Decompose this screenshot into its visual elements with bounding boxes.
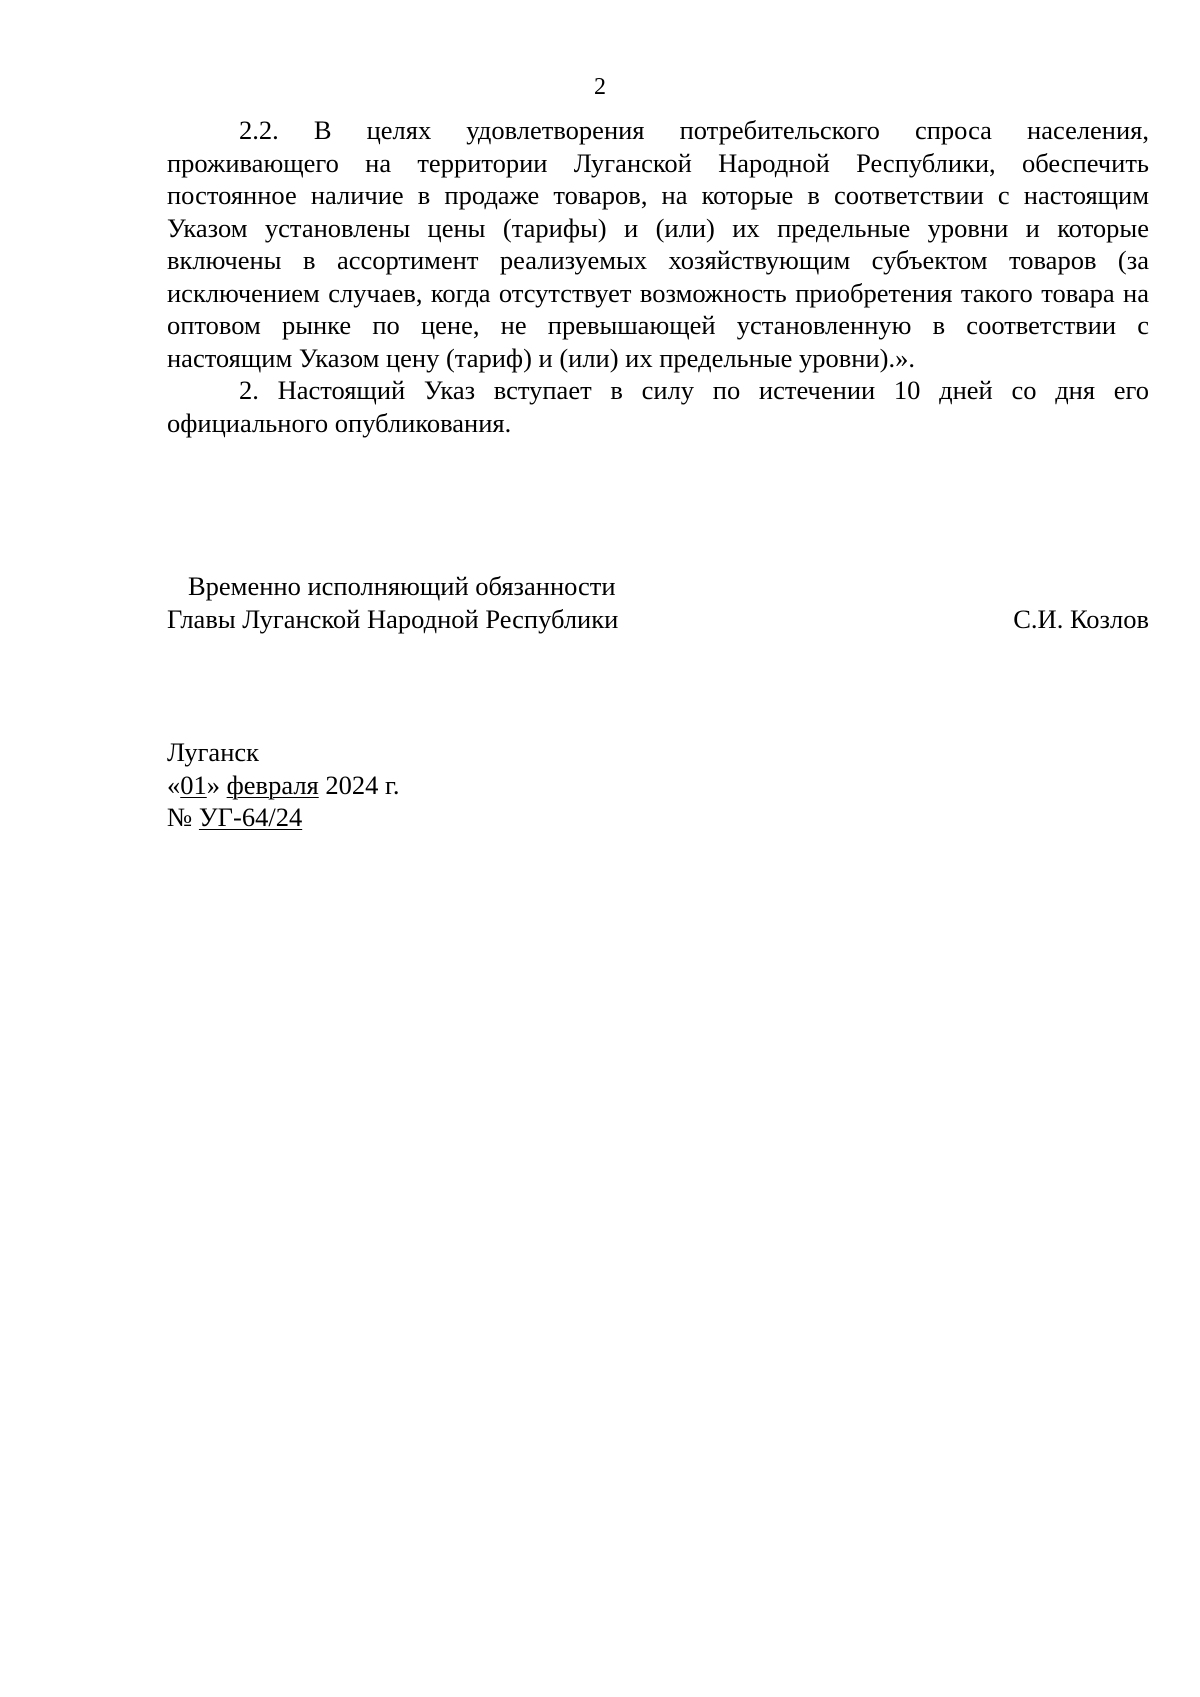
decree-number xyxy=(167,801,400,834)
signatory-position-line1: Временно исполняющий обязанности xyxy=(188,571,616,601)
decree-details xyxy=(167,736,400,834)
date-open-quote: « xyxy=(167,769,181,800)
paragraph-2: 2. Настоящий Указ вступает в силу по истечении 10 дней со дня его официального опубликования. xyxy=(167,375,1149,438)
date-close-quote: » xyxy=(206,769,220,800)
number-value: УГ-64/24 xyxy=(198,802,303,832)
decree-body xyxy=(167,114,1149,439)
date-day: 01 xyxy=(180,769,207,800)
signature-row xyxy=(167,603,1149,636)
city: Луганск xyxy=(167,737,260,767)
signatory-position-line2: Главы Луганской Народной Республики xyxy=(167,603,619,634)
page-number: 2 xyxy=(594,74,606,100)
signatory-name: С.И. Козлов xyxy=(1013,603,1149,634)
signature-block xyxy=(167,570,1149,635)
number-sign: № xyxy=(167,802,193,832)
paragraph-2-2: 2.2. В целях удовлетворения потребительского спроса населения, проживающего на территории Луганской Народной Республики, обеспечить постоянное наличие в продаже товаров, на которые в соответствии с настоящим Указом установлены цены (тарифы) и (или) их предельные уровни и которые включены в ассортимент реализуемых хозяйствующим субъектом товаров (за исключением случаев, когда отсутствует возможность приобретения такого товара на оптовом рынке по цене, не превышающей установленную в соответствии с настоящим Указом цену (тариф) и (или) их предельные уровни).». xyxy=(167,115,1149,373)
decree-date xyxy=(167,769,400,802)
date-month: февраля xyxy=(226,769,319,800)
date-year: 2024 г. xyxy=(325,769,400,800)
